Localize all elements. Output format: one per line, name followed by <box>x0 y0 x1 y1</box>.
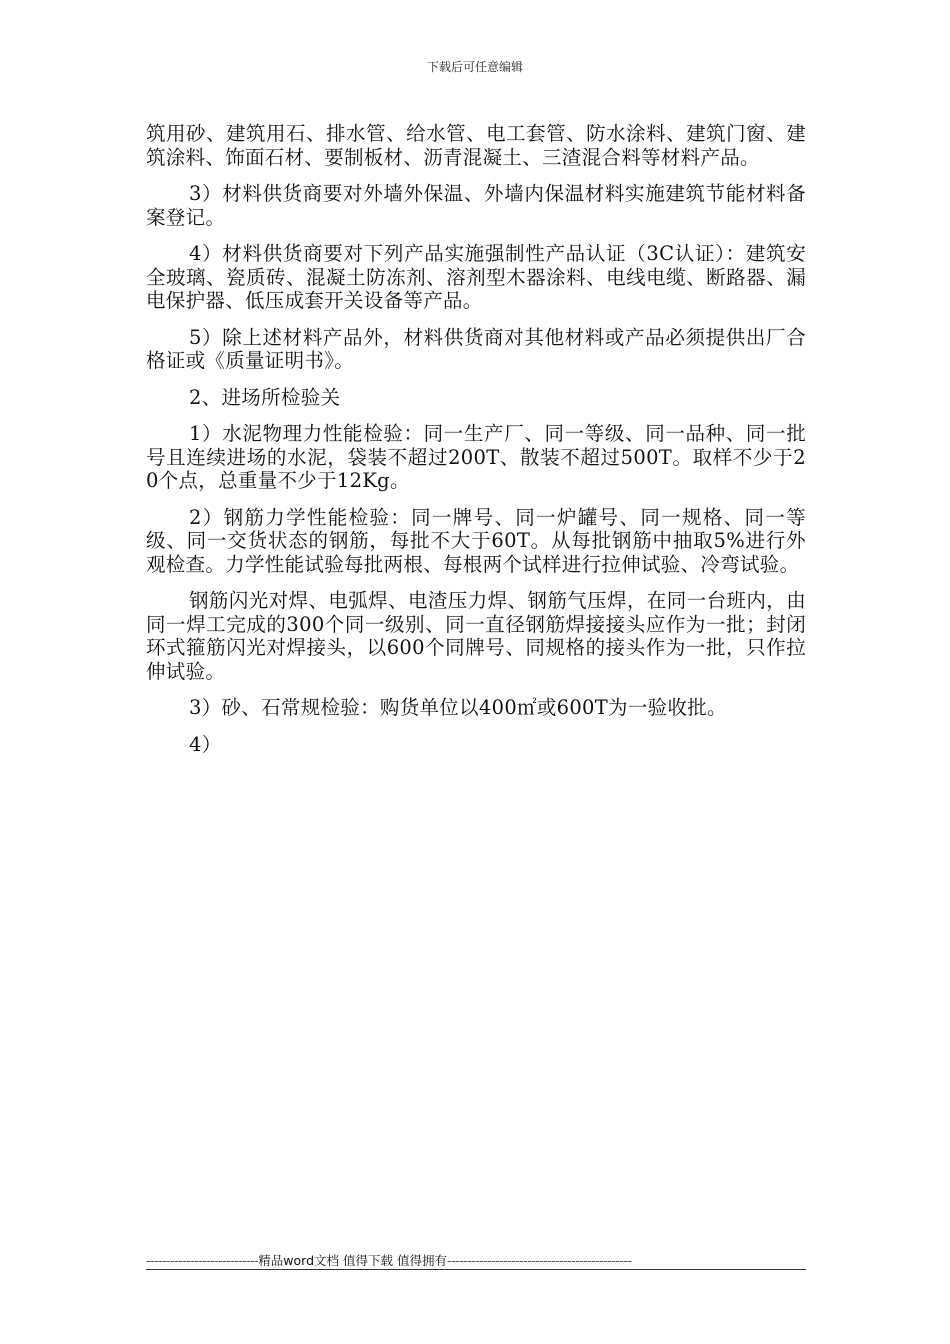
paragraph-energy-registration: 3）材料供货商要对外墙外保温、外墙内保温材料实施建筑节能材料备案登记。 <box>146 182 806 229</box>
footer-text: 精品word文档 值得下载 值得拥有 <box>258 1253 447 1268</box>
paragraph-rebar-test: 2）钢筋力学性能检验：同一牌号、同一炉罐号、同一规格、同一等级、同一交货状态的钢筋，每批不大于60T。从每批钢筋中抽取5%进行外观检查。力学性能试验每批两根、每根两个试样进行拉伸试验、冷弯试验。 <box>146 505 806 576</box>
paragraph-material-list: 筑用砂、建筑用石、排水管、给水管、电工套管、防水涂料、建筑门窗、建筑涂料、饰面石材、要制板材、沥青混凝土、三渣混合料等材料产品。 <box>146 122 806 169</box>
page-header: 下载后可任意编辑 <box>426 60 523 74</box>
footer-left-dashes: ---------------------------- <box>146 1253 259 1268</box>
document-body <box>146 122 806 769</box>
paragraph-sand-stone-test: 3）砂、石常规检验：购货单位以400㎡或600T为一验收批。 <box>189 696 727 719</box>
paragraph-cement-test: 1）水泥物理力性能检验：同一生产厂、同一等级、同一品种、同一批号且连续进场的水泥，袋装不超过200T、散装不超过500T。取样不少于20个点，总重量不少于12Kg。 <box>146 422 806 492</box>
section-heading-inspection: 2、进场所检验关 <box>189 385 341 409</box>
footer-right-dashes: ---------------------------------------------- <box>446 1253 632 1268</box>
paragraph-welding-test: 钢筋闪光对焊、电弧焊、电渣压力焊、钢筋气压焊，在同一台班内，由同一焊工完成的300个同一级别、同一直径钢筋焊接接头应作为一批；封闭环式箍筋闪光对焊接头，以600个同牌号、同规格的接头作为一批，只作拉伸试验。 <box>146 589 806 683</box>
paragraph-quality-certificate: 5）除上述材料产品外，材料供货商对其他材料或产品必须提供出厂合格证或《质量证明书》。 <box>146 325 806 372</box>
paragraph-3c-certification: 4）材料供货商要对下列产品实施强制性产品认证（3C认证）：建筑安全玻璃、瓷质砖、混凝土防冻剂、溶剂型木器涂料、电线电缆、断路器、漏电保护器、低压成套开关设备等产品。 <box>146 242 806 312</box>
footer-divider <box>146 1269 806 1270</box>
paragraph-item-4: 4） <box>189 732 222 756</box>
page-footer <box>146 1251 806 1269</box>
